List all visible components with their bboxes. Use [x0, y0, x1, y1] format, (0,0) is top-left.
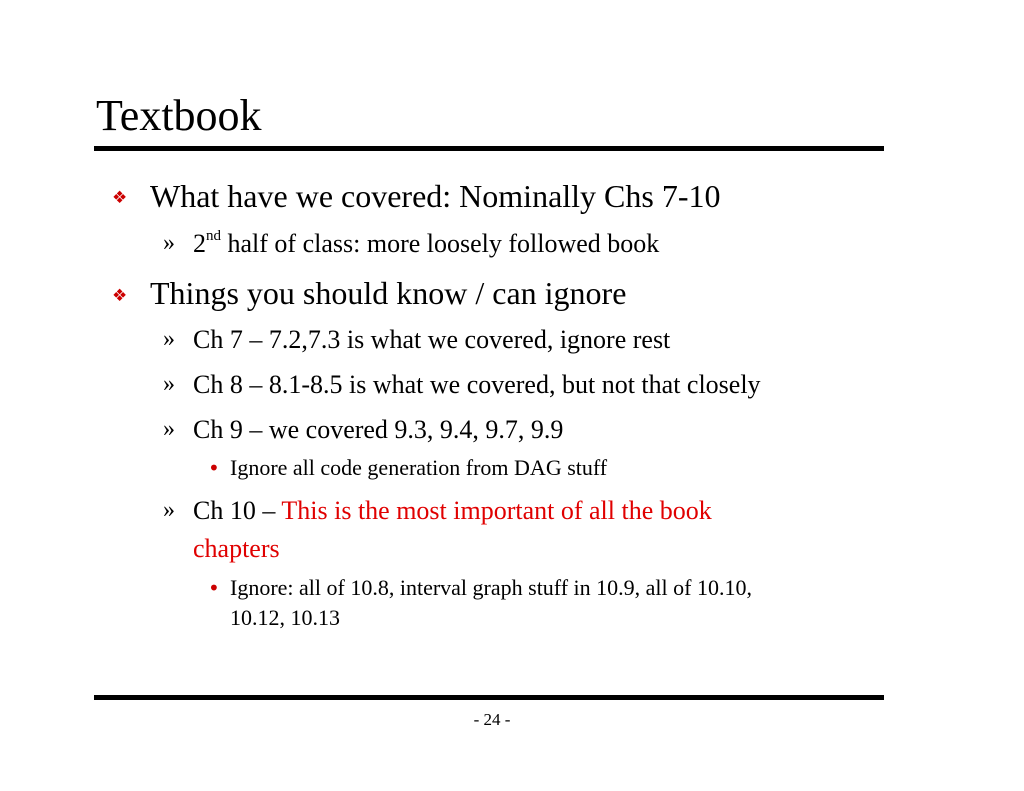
dot-bullet-icon: • — [208, 576, 220, 600]
slide-title: Textbook — [96, 91, 262, 140]
sub-bullet-icon: » — [163, 371, 175, 397]
ch10-note: Ignore: all of 10.8, interval graph stuff in 10.9, all of 10.10, — [230, 575, 752, 600]
ch10-highlight-continued: chapters — [193, 534, 280, 563]
ordinal-number: 2 — [193, 229, 206, 258]
sub-bullet-icon: » — [163, 326, 175, 352]
sub-bullet-ch7: Ch 7 – 7.2,7.3 is what we covered, ignore rest — [193, 325, 671, 354]
sub-bullet-ch8: Ch 8 – 8.1-8.5 is what we covered, but not that closely — [193, 370, 761, 399]
footer-rule — [94, 695, 884, 700]
sub-bullet-ch10 — [193, 492, 712, 529]
sub-bullet-second-half — [193, 225, 659, 262]
diamond-bullet-icon: ❖ — [112, 188, 128, 208]
sub-bullet-icon: » — [163, 497, 175, 523]
page-number: - 24 - — [473, 710, 511, 729]
ch10-prefix: Ch 10 – — [193, 496, 282, 525]
bullet-know-ignore: Things you should know / can ignore — [150, 275, 627, 311]
sub-bullet-icon: » — [163, 416, 175, 442]
dot-bullet-icon: • — [208, 456, 220, 480]
title-underline — [94, 146, 884, 151]
ch10-highlight: This is the most important of all the book — [281, 496, 712, 525]
ordinal-suffix: nd — [206, 228, 221, 245]
sub-bullet-text: half of class: more loosely followed book — [221, 229, 660, 258]
diamond-bullet-icon: ❖ — [112, 286, 128, 306]
ch10-note-continued: 10.12, 10.13 — [230, 605, 340, 630]
sub-bullet-ch9: Ch 9 – we covered 9.3, 9.4, 9.7, 9.9 — [193, 415, 564, 444]
sub-bullet-icon: » — [163, 230, 175, 256]
ch9-note: Ignore all code generation from DAG stuff — [230, 455, 608, 480]
bullet-covered: What have we covered: Nominally Chs 7-10 — [150, 178, 721, 214]
